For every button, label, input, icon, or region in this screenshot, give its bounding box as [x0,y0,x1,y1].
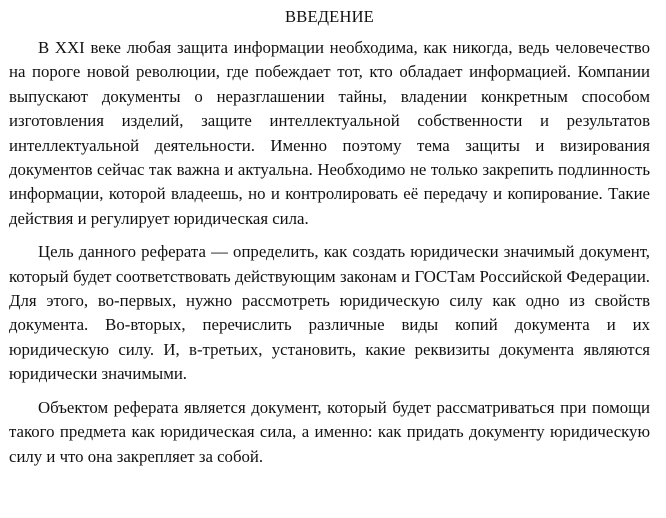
paragraph-intro: В XXI веке любая защита информации необходима, как никогда, ведь человечество на пороге новой революции, где побеждает тот, кто обладает информацией. Компании выпускают документы о неразглашении тайны, владении конкретным способом изготовления изделий, защите интеллектуальной собственности и результатов интеллектуальной деятельности. Именно поэтому тема защиты и визирования документов сейчас так важна и актуальна. Необходимо не только закрепить подлинность информации, которой владеешь, но и контролировать её передачу и копирование. Такие действия и регулирует юридическая сила. [9,38,650,228]
paragraph-goal: Цель данного реферата — определить, как создать юридически значимый документ, который будет соответствовать действующим законам и ГОСТам Российской Федерации. Для этого, во-первых, нужно рассмотреть юридическую силу как одно из свойств документа. Во-вторых, перечислить различные виды копий документа и их юридическую силу. И, в-третьих, установить, какие реквизиты документа являются юридически значимыми. [9,242,650,384]
paragraph-object: Объектом реферата является документ, который будет рассматриваться при помощи такого предмета как юридическая сила, а именно: как придать документу юридическую силу и что она закрепляет за собой. [9,397,650,466]
section-title: ВВЕДЕНИЕ [285,7,374,26]
document-page [9,0,650,469]
